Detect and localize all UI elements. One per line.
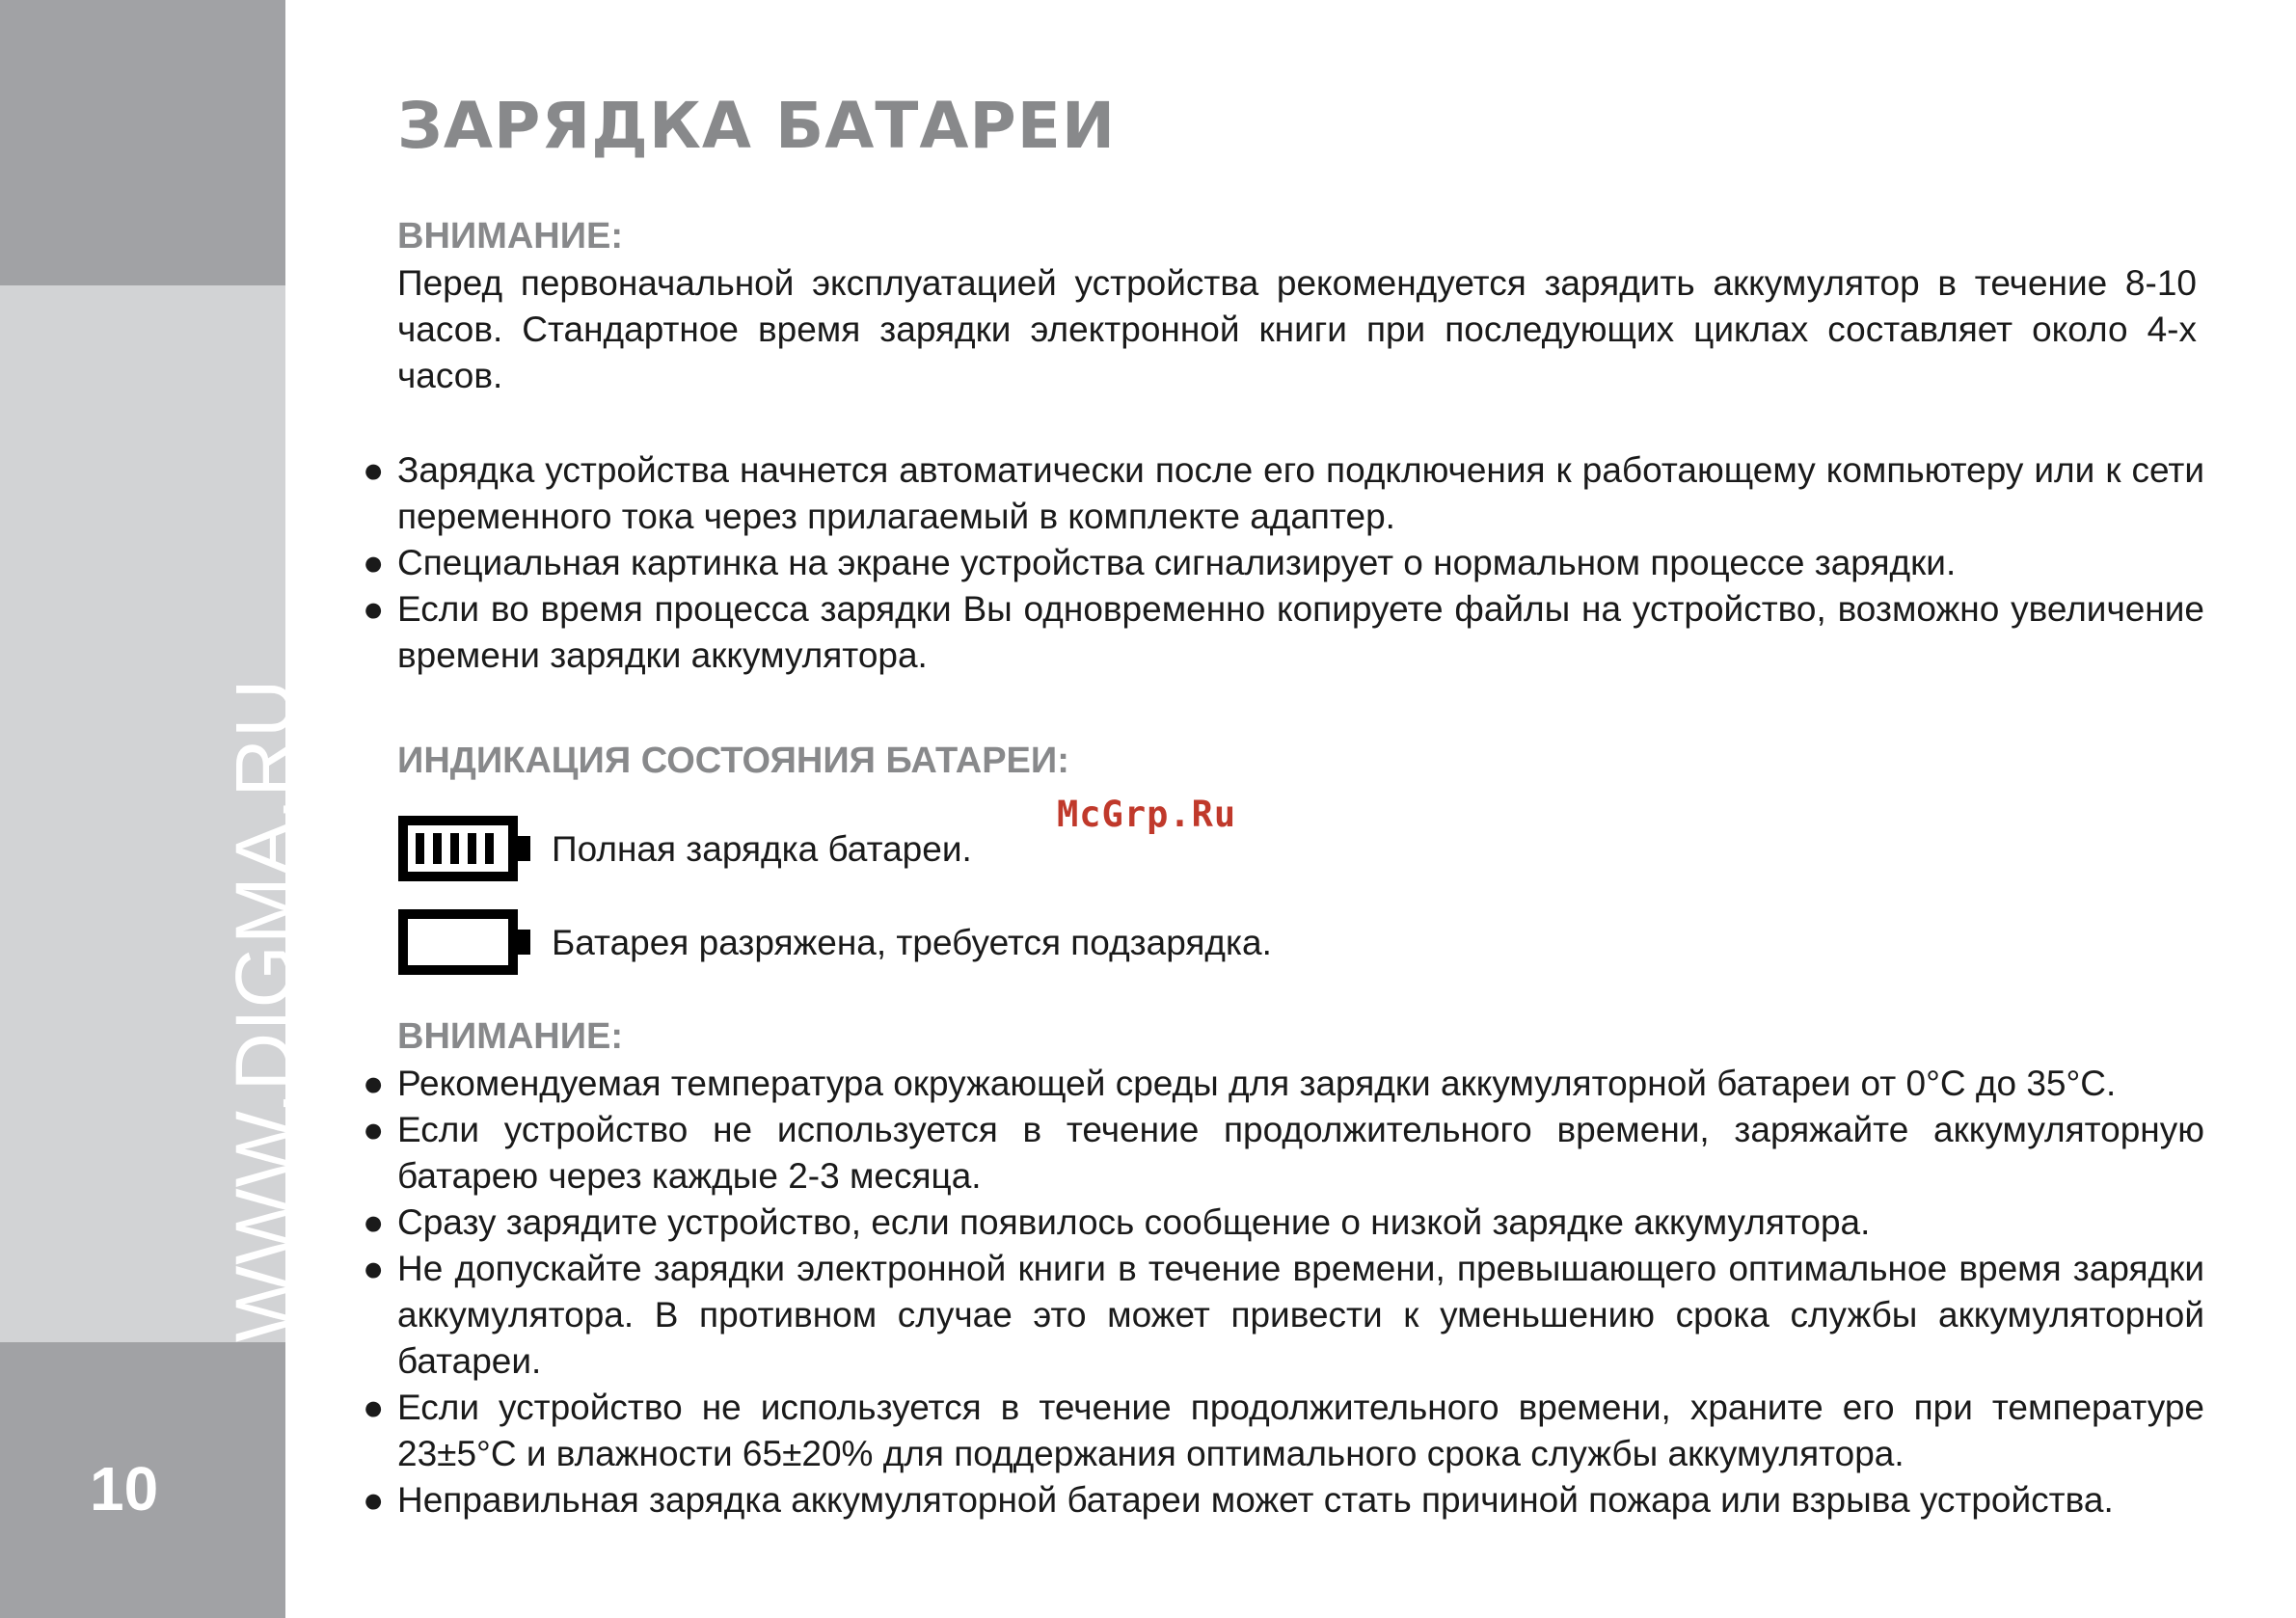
list-item: ● Зарядка устройства начнется автоматически после его подключения к работающему компьютеру или к сети переменного тока через прилагаемый в комплекте адаптер. [363,447,2204,540]
battery-indication-heading: ИНДИКАЦИЯ СОСТОЯНИЯ БАТАРЕИ: [397,741,1069,781]
battery-cell [433,833,442,864]
sidebar [0,0,310,1618]
bullet-icon: ● [363,1480,385,1520]
bullet-icon: ● [363,450,385,490]
battery-full-icon [397,815,532,882]
charging-bullet-list [363,447,2204,679]
battery-full-label: Полная зарядка батареи. [552,828,972,869]
battery-cell [450,833,459,864]
bullet-icon: ● [363,589,385,629]
list-item: ● Если во время процесса зарядки Вы одновременно копируете файлы на устройство, возможно увеличение времени зарядки аккумулятора. [363,586,2204,679]
bullet-icon: ● [363,1064,385,1103]
battery-cells [416,833,494,864]
bullet-icon: ● [363,1249,385,1288]
list-item: ● Специальная картинка на экране устройства сигнализирует о нормальном процессе зарядки. [363,540,2204,586]
sidebar-top-block [0,0,285,285]
notice-heading-1: ВНИМАНИЕ: [397,216,624,256]
list-item: ● Неправильная зарядка аккумуляторной батареи может стать причиной пожара или взрыва устройства. [363,1477,2204,1524]
warning-bullet-list [363,1061,2204,1524]
bullet-icon: ● [363,543,385,582]
battery-empty-row [397,908,1272,976]
list-item: ● Рекомендуемая температура окружающей среды для зарядки аккумуляторной батареи от 0°C до 35°C. [363,1061,2204,1107]
bullet-icon: ● [363,1110,385,1149]
list-item: ● Если устройство не используется в течение продолжительного времени, заряжайте аккумуляторную батарею через каждые 2-3 месяца. [363,1107,2204,1200]
battery-cell [416,833,424,864]
page-number: 10 [90,1454,159,1524]
page-title: ЗАРЯДКА БАТАРЕИ [397,89,1117,163]
list-item: ● Сразу зарядите устройство, если появилось сообщение о низкой зарядке аккумулятора. [363,1200,2204,1246]
watermark: McGrp.Ru [1057,794,1237,835]
battery-cell [468,833,476,864]
bullet-icon: ● [363,1388,385,1427]
list-item: ● Не допускайте зарядки электронной книги в течение времени, превышающего оптимальное время зарядки аккумулятора. В противном случае это может привести к уменьшению срока службы аккумуляторной батареи. [363,1246,2204,1385]
battery-empty-label: Батарея разряжена, требуется подзарядка. [552,922,1272,962]
notice-paragraph-1: Перед первоначальной эксплуатацией устройства рекомендуется зарядить аккумулятор в течение 8-10 часов. Стандартное время зарядки электронной книги при последующих циклах составляет около 4-х часов. [397,263,2197,395]
bullet-icon: ● [363,1202,385,1242]
battery-cell [485,833,494,864]
website-url: WWW.DIGMA.RU [219,678,310,1342]
battery-empty-icon [397,908,532,976]
notice-heading-2: ВНИМАНИЕ: [397,1016,624,1057]
battery-full-row [397,815,972,882]
list-item: ● Если устройство не используется в течение продолжительного времени, храните его при температуре 23±5°C и влажности 65±20% для поддержания оптимального срока службы аккумулятора. [363,1385,2204,1477]
